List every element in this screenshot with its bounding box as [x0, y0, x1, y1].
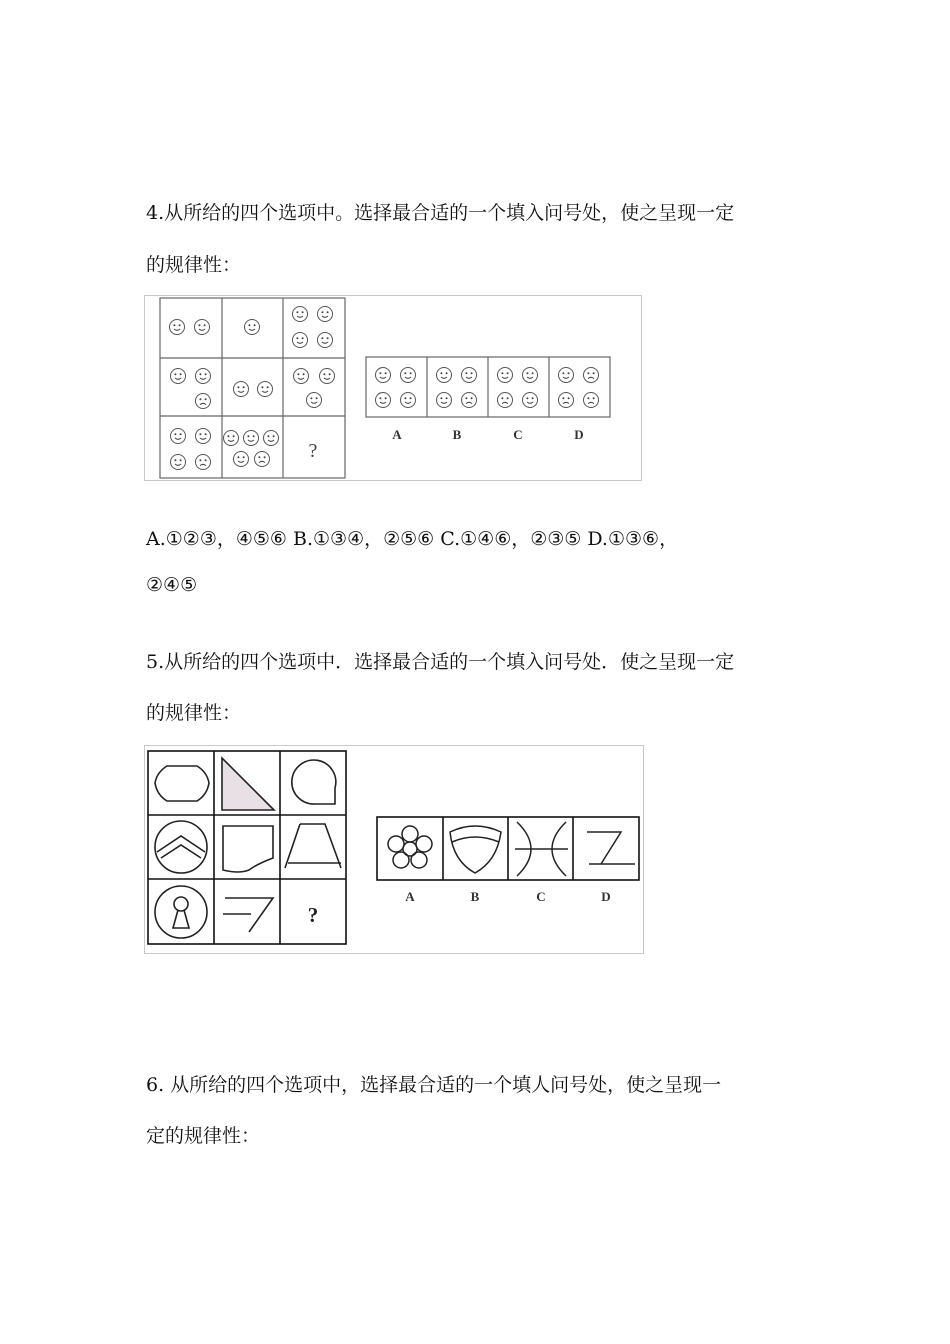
q4-prompt-line-1: 4.从所给的四个选项中。选择最合适的一个填入问号处，使之呈现一定 — [146, 202, 735, 224]
q4-cell-1 — [170, 320, 210, 335]
q4-cell-2 — [245, 320, 260, 335]
q6-prompt-line-2: 定的规律性： — [146, 1125, 261, 1147]
q5-option-b-figure — [450, 826, 501, 873]
q4-option-d-label: D — [574, 427, 584, 442]
q4-option-a-label: A — [392, 427, 402, 442]
q5-option-a-label: A — [405, 889, 415, 904]
q4-answers-line-2: ②④⑤ — [146, 574, 198, 596]
q5-option-b-label: B — [470, 889, 480, 904]
q5-shape-trapezoid — [285, 824, 341, 868]
q4-cell-6 — [294, 369, 335, 408]
q5-shape-circle-chevron — [155, 821, 207, 873]
q4-option-b-label: B — [452, 427, 462, 442]
q5-option-a-figure — [388, 826, 432, 868]
q5-option-d-figure — [587, 832, 635, 864]
q5-shape-blob — [155, 766, 209, 801]
q4-cell-3 — [293, 307, 333, 348]
q5-question-mark: ? — [307, 903, 319, 927]
q4-cell-7 — [171, 429, 211, 470]
q5-option-d-label: D — [601, 889, 611, 904]
q4-option-c-label: C — [513, 427, 523, 442]
q4-question-mark: ? — [308, 440, 318, 462]
q6-prompt-line-1: 6. 从所给的四个选项中，选择最合适的一个填人问号处，使之呈现一 — [146, 1074, 722, 1096]
q4-option-b-figure — [437, 368, 477, 408]
q4-answers-line-1: A.①②③，④⑤⑥ B.①③④，②⑤⑥ C.①④⑥，②③⑤ D.①③⑥， — [146, 528, 679, 550]
q4-cell-4 — [171, 369, 211, 409]
q5-shape-strokes — [223, 898, 273, 932]
q5-option-c-label: C — [536, 889, 546, 904]
q5-shape-notched-circle — [292, 760, 336, 804]
q5-shape-keyhole — [155, 886, 207, 938]
q4-cell-8 — [224, 431, 279, 467]
q5-shape-wave-square — [223, 826, 273, 872]
q5-option-c-figure — [515, 822, 568, 876]
q4-option-a-figure — [376, 368, 416, 408]
q4-option-c-figure — [498, 368, 538, 408]
q4-option-d-figure — [559, 368, 599, 408]
q4-option-grid — [366, 357, 610, 417]
q5-prompt-line-2: 的规律性： — [146, 702, 242, 724]
q4-cell-5 — [234, 382, 273, 397]
q4-figure — [144, 295, 642, 481]
q5-shape-triangle — [222, 758, 274, 810]
q5-prompt-line-1: 5.从所给的四个选项中．选择最合适的一个填入问号处．使之呈现一定 — [146, 651, 735, 673]
q5-figure — [144, 745, 644, 954]
q4-prompt-line-2: 的规律性： — [146, 254, 242, 276]
